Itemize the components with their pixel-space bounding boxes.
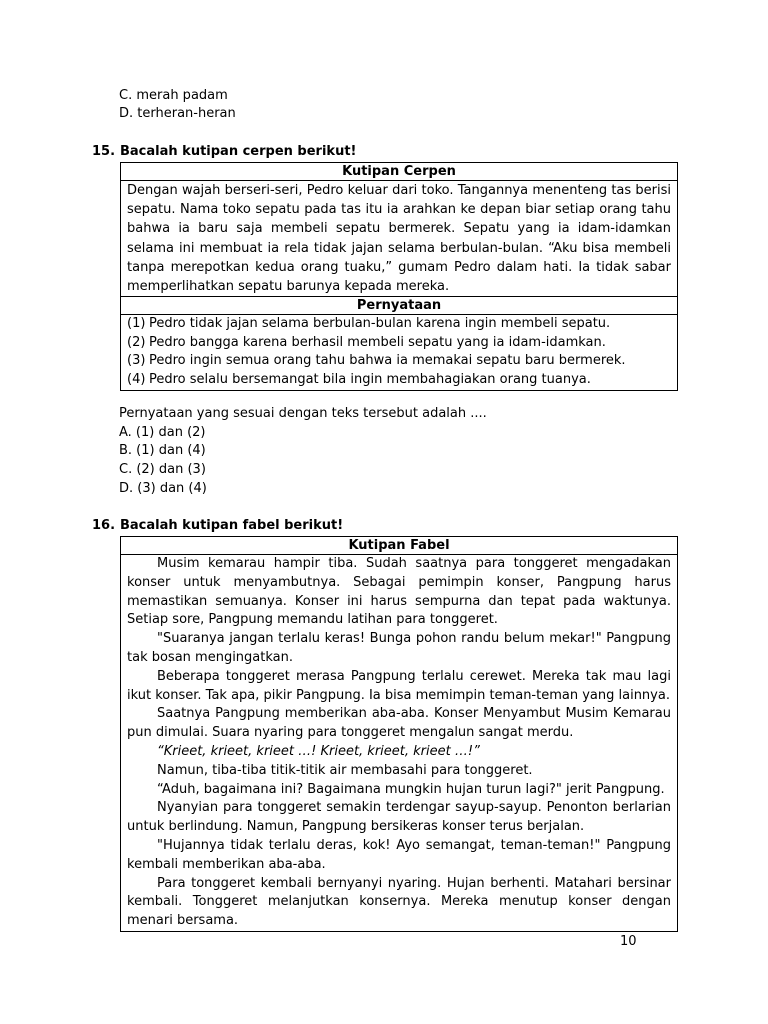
question-number: 16. [92,518,116,533]
fabel-paragraph: "Hujannya tidak terlalu deras, kok! Ayo semangat, teman-teman!" Pangpung kembali memberikan aba-aba. [127,837,671,872]
list-item [127,352,671,371]
cerpen-title: Kutipan Cerpen [121,163,678,181]
fabel-paragraph: Beberapa tonggeret merasa Pangpung terlalu cerewet. Mereka tak mau lagi ikut konser. Tak apa, pikir Pangpung. Ia bisa memimpin teman-teman yang lainnya. [127,668,671,703]
option-d-prev: D. terheran-heran [119,106,236,121]
option-b[interactable]: B. (1) dan (4) [119,443,206,458]
cerpen-table [120,162,678,391]
statements-list [121,315,678,390]
statement-text: Pedro tidak jajan selama berbulan-bulan karena ingin membeli sepatu. [149,316,611,332]
fabel-text [121,555,678,932]
cerpen-text: Dengan wajah berseri-seri, Pedro keluar dari toko. Tangannya menenteng tas berisi sepatu. Nama toko sepatu pada tas itu ia arahkan ke depan biar setiap orang tahu bahwa ia baru saja membeli sepatu bermerek. Sepatu yang ia idam-idamkan selama ini membuat ia rela tidak jajan selama berbulan-bulan. “Aku bisa membeli tanpa merepotkan kedua orang tuaku,” gumam Pedro dalam hati. Ia tidak sabar memperlihatkan sepatu barunya kepada mereka. [121,181,678,297]
statement-text: Pedro ingin semua orang tahu bahwa ia memakai sepatu baru bermerek. [149,353,626,369]
statement-number: (3) [127,353,146,369]
page-number: 10 [620,934,637,949]
fabel-paragraph: “Krieet, krieet, krieet …! Krieet, krieet, krieet …!” [157,743,480,759]
option-a[interactable]: A. (1) dan (2) [119,425,206,440]
fabel-paragraph: Nyanyian para tonggeret semakin terdengar sayup-sayup. Penonton berlarian untuk berlindung. Namun, Pangpung bersikeras konser terus berjalan. [127,800,671,835]
statement-text: Pedro bangga karena berhasil membeli sepatu yang ia idam-idamkan. [149,334,606,350]
question-instruction: Bacalah kutipan cerpen berikut! [120,144,357,159]
fabel-table [120,536,678,932]
question-16-heading [92,517,343,535]
list-item [127,371,671,390]
statement-number: (4) [127,372,146,387]
statement-number: (1) [127,316,146,332]
statement-number: (2) [127,334,146,350]
fabel-paragraph: Saatnya Pangpung memberikan aba-aba. Konser Menyambut Musim Kemarau pun dimulai. Suara nyaring para tonggeret mengalun sangat merdu. [127,706,671,741]
fabel-paragraph: Musim kemarau hampir tiba. Sudah saatnya para tonggeret mengadakan konser untuk menyambutnya. Sebagai pemimpin konser, Pangpung harus memastikan semuanya. Konser ini harus sempurna dan tepat pada waktunya. Setiap sore, Pangpung memandu latihan para tonggeret. [127,556,671,628]
fabel-title: Kutipan Fabel [121,537,678,555]
question-15-prompt: Pernyataan yang sesuai dengan teks tersebut adalah .... [119,406,487,421]
fabel-paragraph: Namun, tiba-tiba titik-titik air membasahi para tonggeret. [157,762,533,778]
statements-title: Pernyataan [121,297,678,315]
question-instruction: Bacalah kutipan fabel berikut! [120,518,344,533]
fabel-paragraph: Para tonggeret kembali bernyanyi nyaring. Hujan berhenti. Matahari bersinar kembali. Tonggeret melanjutkan konsernya. Mereka menutup konser dengan menari bersama. [127,875,671,929]
question-15-heading [92,143,356,161]
fabel-paragraph: "Suaranya jangan terlalu keras! Bunga pohon randu belum mekar!" Pangpung tak bosan mengingatkan. [127,631,671,665]
fabel-paragraph: “Aduh, bagaimana ini? Bagaimana mungkin hujan turun lagi?" jerit Pangpung. [157,781,665,797]
list-item [127,315,671,334]
statement-text: Pedro selalu bersemangat bila ingin membahagiakan orang tuanya. [149,372,591,387]
option-d[interactable]: D. (3) dan (4) [119,481,207,496]
question-number: 15. [92,144,116,159]
list-item [127,334,671,353]
option-c-prev: C. merah padam [119,88,228,103]
option-c[interactable]: C. (2) dan (3) [119,462,206,477]
